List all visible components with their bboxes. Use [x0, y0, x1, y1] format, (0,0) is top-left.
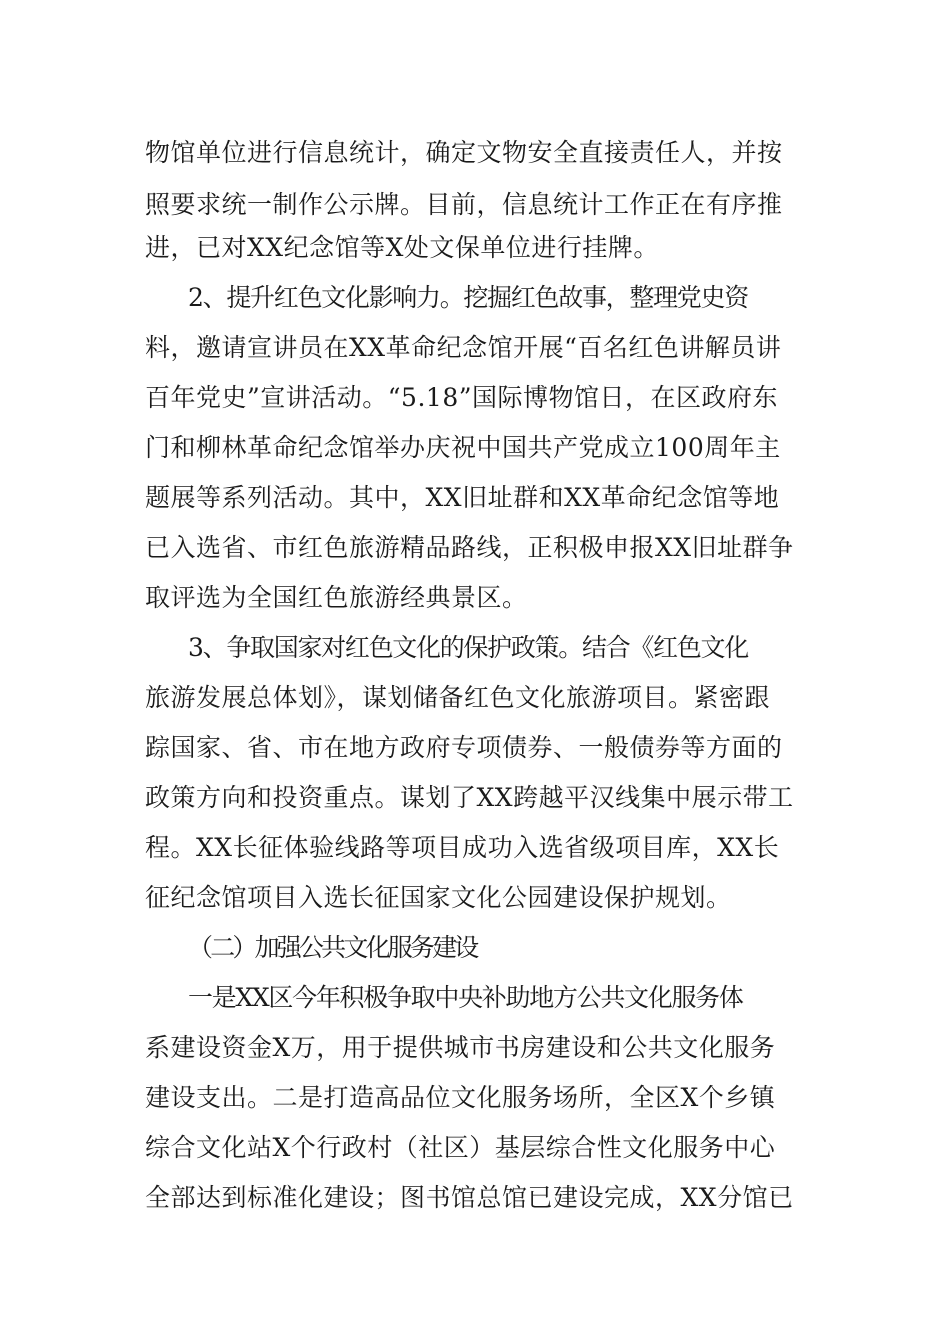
text-line: 综合文化站X个行政村（社区）基层综合性文化服务中心	[145, 1133, 776, 1162]
text-line: 取评选为全国红色旅游经典景区。	[145, 583, 528, 612]
paragraph-start-line: 3、争取国家对红色文化的保护政策。结合《红色文化	[188, 633, 748, 662]
text-line: 题展等系列活动。其中，XX旧址群和XX革命纪念馆等地	[145, 483, 780, 512]
text-line: 全部达到标准化建设；图书馆总馆已建设完成，XX分馆已	[145, 1183, 794, 1212]
text-line: 门和柳林革命纪念馆举办庆祝中国共产党成立100周年主	[145, 433, 781, 462]
text-line: 踪国家、省、市在地方政府专项债券、一般债券等方面的	[145, 733, 783, 762]
text-line: 已入选省、市红色旅游精品路线，正积极申报XX旧址群争	[145, 533, 794, 562]
text-line: 政策方向和投资重点。谋划了XX跨越平汉线集中展示带工	[145, 783, 794, 812]
text-line: 程。XX长征体验线路等项目成功入选省级项目库，XX长	[145, 833, 780, 862]
text-line: 百年党史”宣讲活动。“5.18”国际博物馆日，在区政府东	[145, 383, 779, 412]
text-line: 建设支出。二是打造高品位文化服务场所，全区X个乡镇	[145, 1083, 776, 1112]
paragraph-start-line: 2、提升红色文化影响力。挖掘红色故事，整理党史资	[188, 283, 748, 312]
text-line: 照要求统一制作公示牌。目前，信息统计工作正在有序推	[145, 190, 783, 219]
paragraph-start-line: 一是XX区今年积极争取中央补助地方公共文化服务体	[188, 983, 743, 1012]
text-line: 物馆单位进行信息统计，确定文物安全直接责任人，并按	[145, 138, 783, 167]
text-line: 征纪念馆项目入选长征国家文化公园建设保护规划。	[145, 883, 732, 912]
text-line: 料，邀请宣讲员在XX革命纪念馆开展“百名红色讲解员讲	[145, 333, 782, 362]
text-line: 系建设资金X万，用于提供城市书房建设和公共文化服务	[145, 1033, 776, 1062]
text-line: 进，已对XX纪念馆等X处文保单位进行挂牌。	[145, 233, 659, 262]
section-heading: （二）加强公共文化服务建设	[188, 933, 477, 962]
text-line: 旅游发展总体划》，谋划储备红色文化旅游项目。紧密跟	[145, 683, 771, 712]
